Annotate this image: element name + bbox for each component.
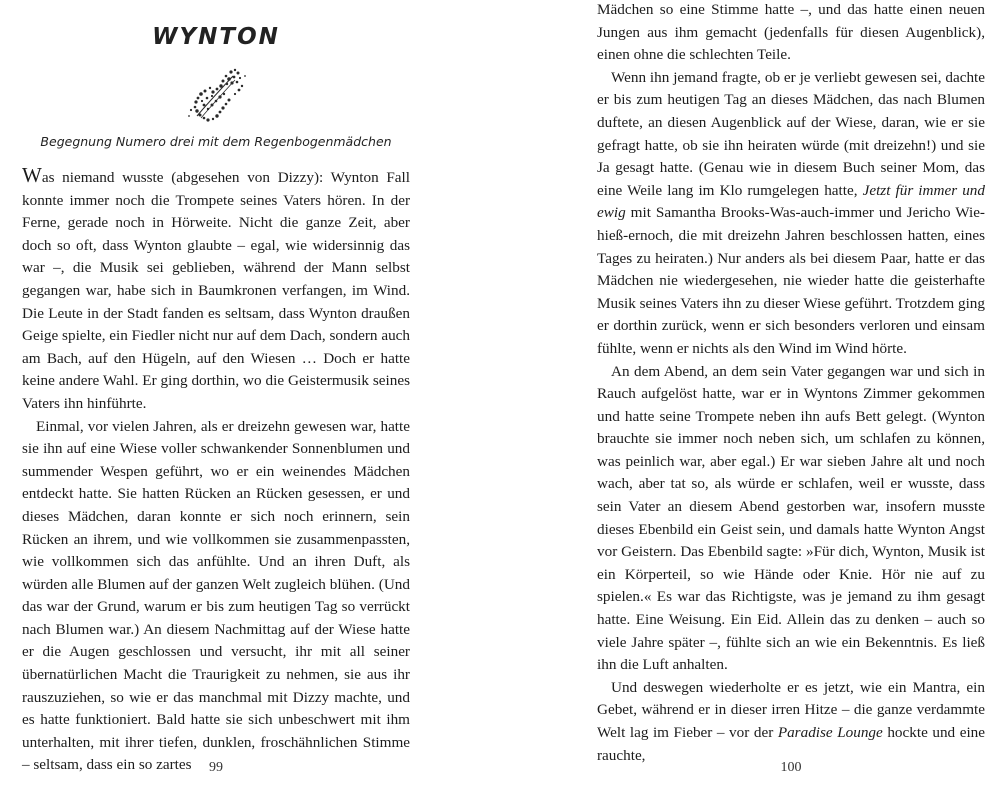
left-page: [22, 0, 410, 800]
paragraph: [597, 677, 985, 767]
left-body-text: [22, 164, 410, 777]
chapter-title: WYNTON: [152, 24, 280, 50]
violin-sketch-icon: [177, 64, 257, 128]
paragraph-text: mit Samantha Brooks-Was-auch-immer und Jericho Wie-hieß-ernoch, die mit dreizehn Jahren beschlossen hatten, eines Tages zu heiraten.) Nur anders als bei diesem Paar, hatte er das Mädchen nie wiedergesehen, nie wieder hatte die geisterhafte Musik seines Vaters ihn zu dieser Wiese geführt. Trotzdem ging er dorthin zurück, wenn er sich besonders verloren und einsam fühlte, wenn er nichts als den Wind im Wind hörte.: [597, 204, 985, 357]
paragraph-text: hockte und eine rauchte,: [597, 724, 986, 764]
right-page: [597, 0, 985, 800]
paragraph: [597, 67, 985, 361]
chapter-subtitle: Begegnung Numero drei mit dem Regenbogenmädchen: [40, 134, 392, 149]
paragraph: An dem Abend, an dem sein Vater gegangen war und sich in Rauch aufgelöst hatte, war er in Wyntons Zimmer gekommen und hatte seine Trompete neben ihn aufs Bett gelegt. (Wynton brauchte sie immer noch neben sich, um schlafen zu können, was peinlich war, aber egal.) Er war sieben Jahre alt und noch wach, aber tat so, als würde er schlafen, weil er wusste, dass sein Vater an diesem Abend gestorben war, insofern musste dieses Ebenbild ein Geist sein, und damals hatte Wynton Angst vor Geistern. Das Ebenbild sagte: »Für dich, Wynton, Musik ist ein Körperteil, so wie Hände oder Knie. Hör nie auf zu spielen.« Es war das Richtigste, was je jemand zu ihm gesagt hatte. Eine Weisung. Ein Eid. Allein das zu denken – auch so viele Jahre später –, fühlte sich an wie ein Bekenntnis. Es ließ ihn die Luft anhalten.: [597, 362, 985, 674]
paragraph-text: Wenn ihn jemand fragte, ob er je verliebt gewesen sei, dachte er bis zum heutigen Tag an dieses Mädchen, das nach Blumen duftete, an diesen Augenblick auf der Wiese, daran, wie er sie gefragt hatte, ob sie ihn heiraten würde (mit dreizehn!) und sie Ja gesagt hatte. (Genau wie in diesem Buch seiner Mom, das eine Weile lang im Klo rumgelegen hatte,: [597, 68, 985, 199]
page-number: 100: [780, 760, 802, 775]
paragraph: Einmal, vor vielen Jahren, als er dreizehn gewesen war, hatte sie ihn auf eine Wiese voller schwankender Sonnenblumen und summender Wespen geführt, wo er ein weinendes Mädchen entdeckt hatte. Sie hatten Rücken an Rücken gesessen, er und dieses Mädchen, daran konnte er sich noch erinnern, sein Rücken an ihrem, und wie vollkommen sie zusammenpassten, wie vollkommen sich das anfühlte. Und an ihren Duft, als würden alle Blumen auf der ganzen Welt zugleich blühen. (Und das war der Grund, warum er bis zum heutigen Tag so verrückt nach Blumen war.) An diesem Nachmittag auf der Wiese hatte er die Augen geschlossen und versucht, ihr mit all seiner übernatürlichen Macht die Traurigkeit zu nehmen, sie aus ihr rauszuziehen, so wie er das manchmal mit Dizzy machte, und es hatte funktioniert. Bald hatte sie sich unbeschwert mit ihm unterhalten, mit ihrer tiefen, dunklen, froschähnlichen Stimme – seltsam, dass ein so zartes: [22, 417, 410, 774]
page-number: 99: [209, 760, 223, 775]
book-title: Jetzt für immer und ewig: [597, 181, 985, 222]
right-body-text: [597, 0, 985, 767]
paragraph: Mädchen so eine Stimme hatte –, und das hatte einen neuen Jungen aus ihm gemacht (jedenfalls für diesen Augenblick), einen ohne die schlechten Teile.: [597, 1, 985, 64]
paragraph-text: Und deswegen wiederholte er es jetzt, wie ein Mantra, ein Gebet, während er in dieser irren Hitze – die ganze verdammte Welt lag im Fieber – vor der: [597, 678, 985, 741]
drop-cap: W: [22, 163, 42, 187]
paragraph: [22, 164, 410, 416]
place-name: Paradise Lounge: [777, 724, 883, 741]
paragraph-text: as niemand wusste (abgesehen von Dizzy): Wynton Fall konnte immer noch die Trompete seines Vaters hören. In der Ferne, gerade noch in Hörweite. Nicht die ganze Zeit, aber doch so oft, dass Wynton glaubte – egal, wie widersinnig das war –, die Musik sei geblieben, während der Mann selbst gegangen war, habe sich in Baumkronen verfangen, im Wind. Die Leute in der Stadt fanden es seltsam, dass Wynton draußen Geige spielte, ein Fiedler nicht nur auf dem Dach, sondern auch am Bach, auf den Hügeln, auf den Wiesen … Doch er hatte keine andere Wahl. Er ging dorthin, wo die Geistermusik seines Vaters ihn hinführte.: [22, 169, 410, 412]
